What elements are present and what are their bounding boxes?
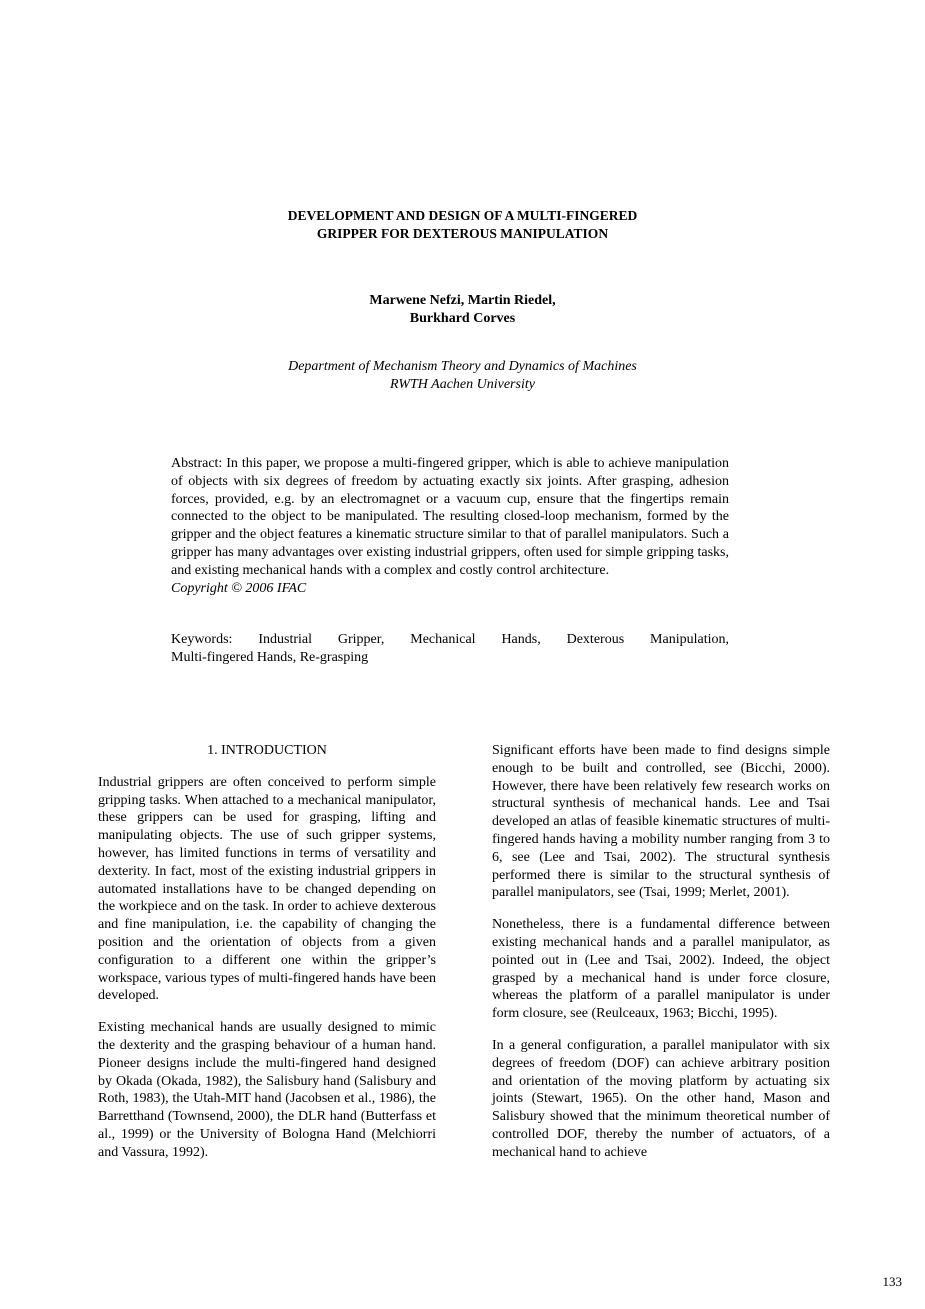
body-paragraph: Existing mechanical hands are usually designed to mimic the dexterity and the grasping behaviour of a human hand. Pioneer designs include the multi-fingered hand designed by Okada (Okada, 1982), the Salisbury hand (Salisbury and Roth, 1983), the Utah-MIT hand (Jacobsen et al., 1986), the Barretthand (Townsend, 2000), the DLR hand (Butterfass et al., 1999) or the University of Bologna Hand (Melchiorri and Vassura, 1992). (98, 1020, 436, 1160)
author-list (0, 292, 925, 328)
keywords-block (171, 631, 729, 667)
keyword-token: Dexterous (566, 632, 625, 647)
author-line-2: Burkhard Corves (409, 311, 516, 326)
keywords-line-2: Multi-fingered Hands, Re-grasping (171, 649, 369, 665)
affiliation-line-1: Department of Mechanism Theory and Dynamics of Machines (288, 359, 637, 374)
keyword-token: Gripper, (337, 632, 385, 647)
keyword-token: Manipulation, (650, 632, 729, 647)
right-column (492, 742, 830, 1176)
body-paragraph: Nonetheless, there is a fundamental difference between existing mechanical hands and a parallel manipulator, as pointed out in (Lee and Tsai, 2002). Indeed, the object grasped by a mechanical hand is under force closure, whereas the platform of a parallel manipulator is under form closure, see (Reulceaux, 1963; Bicchi, 1995). (492, 917, 830, 1022)
paper-title-line-2: GRIPPER FOR DEXTEROUS MANIPULATION (316, 225, 609, 241)
left-column (98, 742, 436, 1176)
paper-title-line-1: DEVELOPMENT AND DESIGN OF A MULTI-FINGERED (287, 208, 638, 223)
keywords-line-1 (171, 631, 729, 649)
affiliation-line-2: RWTH Aachen University (390, 377, 535, 392)
abstract-text: Abstract: In this paper, we propose a multi-fingered gripper, which is able to achieve manipulation of objects with six degrees of freedom by actuating exactly six joints. After grasping, adhesion forces, provided, e.g. by an electromagnet or a vacuum cup, ensure that the fingertips remain connected to the object to be manipulated. The resulting closed-loop mechanism, formed by the gripper and the object features a kinematic structure similar to that of parallel manipulators. Such a gripper has many advantages over existing industrial grippers, often used for simple gripping tasks, and existing mechanical hands with a complex and costly control architecture. (171, 456, 729, 578)
keyword-token: Mechanical (410, 632, 476, 647)
body-paragraph: Industrial grippers are often conceived to perform simple gripping tasks. When attached to a mechanical manipulator, these grippers can be used for grasping, lifting and manipulating objects. The use of such gripper systems, however, has limited functions in terms of versatility and dexterity. In fact, most of the existing industrial grippers in automated installations have to be changed depending on the workpiece and on the task. In order to achieve dexterous and fine manipulation, i.e. the capability of changing the position and the orientation of objects from a given configuration to a different one within the gripper’s workspace, various types of multi-fingered hands have been developed. (98, 774, 436, 1004)
keyword-token: Industrial (258, 632, 312, 647)
keyword-token: Keywords: (171, 632, 233, 647)
keyword-token: Hands, (501, 632, 541, 647)
page-number: 133 (882, 1274, 902, 1289)
affiliation (0, 358, 925, 394)
body-paragraph: Significant efforts have been made to find designs simple enough to be built and controlled, see (Bicchi, 2000). However, there have been relatively few research works on structural synthesis of mechanical hands. Lee and Tsai developed an atlas of feasible kinematic structures of multi-fingered hands having a mobility number ranging from 3 to 6, see (Lee and Tsai, 2002). The structural synthesis performed there is similar to the structural synthesis of parallel manipulators, see (Tsai, 1999; Merlet, 2001). (492, 743, 830, 901)
author-line-1: Marwene Nefzi, Martin Riedel, (369, 293, 556, 308)
paper-title (0, 207, 925, 242)
body-paragraph: In a general configuration, a parallel manipulator with six degrees of freedom (DOF) can achieve arbitrary position and orientation of the moving platform by actuating six joints (Stewart, 1965). On the other hand, Mason and Salisbury showed that the minimum theoretical number of controlled DOF, thereby the number of actuators, of a mechanical hand to achieve (492, 1037, 830, 1160)
section-heading-introduction: 1. INTRODUCTION (207, 743, 327, 758)
copyright-notice: Copyright © 2006 IFAC (171, 580, 307, 596)
abstract-block (171, 455, 729, 597)
